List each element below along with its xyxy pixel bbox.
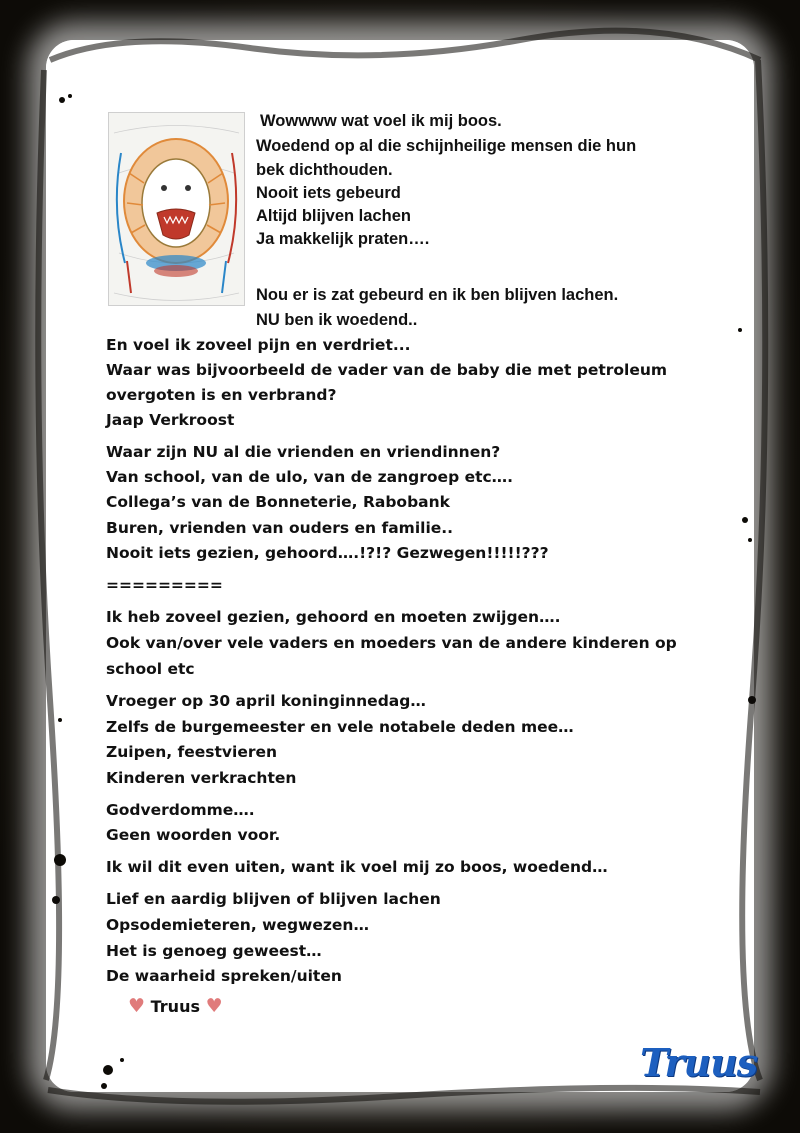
text-line: Woedend op al die schijnheilige mensen die hun — [256, 137, 637, 155]
text-line: Geen woorden voor. — [106, 826, 281, 844]
divider-line: ========= — [106, 576, 223, 594]
text-line: De waarheid spreken/uiten — [106, 967, 342, 985]
brand-signature: Truus — [640, 1040, 758, 1085]
text-line: Ik heb zoveel gezien, gehoord en moeten zwijgen…. — [106, 608, 561, 626]
text-line: Waar was bijvoorbeeld de vader van de baby die met petroleum — [106, 361, 668, 379]
text-line: school etc — [106, 660, 195, 678]
text-line: En voel ik zoveel pijn en verdriet... — [106, 336, 411, 354]
text-line: Ook van/over vele vaders en moeders van de andere kinderen op — [106, 634, 677, 652]
heart-icon: ♥ — [128, 995, 146, 1017]
text-line: Godverdomme…. — [106, 801, 255, 819]
text-line: NU ben ik woedend.. — [256, 311, 418, 329]
text-line: Ja makkelijk praten…. — [256, 230, 430, 248]
signature-name: Truus — [150, 997, 200, 1016]
text-line: overgoten is en verbrand? — [106, 386, 337, 404]
text-line: Wowwww wat voel ik mij boos. — [260, 112, 502, 130]
heart-icon: ♥ — [205, 995, 223, 1017]
text-line: Waar zijn NU al die vrienden en vriendinnen? — [106, 443, 501, 461]
text-line: Altijd blijven lachen — [256, 207, 411, 225]
text-line: Het is genoeg geweest… — [106, 942, 322, 960]
text-line: Buren, vrienden van ouders en familie.. — [106, 519, 454, 537]
text-line: Zuipen, feestvieren — [106, 743, 278, 761]
text-line: Nou er is zat gebeurd en ik ben blijven lachen. — [256, 286, 619, 304]
text-line: Zelfs de burgemeester en vele notabele deden mee… — [106, 718, 574, 736]
text-line: Nooit iets gezien, gehoord….!?!? Gezwegen!!!!!??? — [106, 544, 549, 562]
text-line: Jaap Verkroost — [106, 411, 235, 429]
text-line: Collega’s van de Bonneterie, Rabobank — [106, 493, 450, 511]
text-line: Nooit iets gebeurd — [256, 184, 401, 202]
text-line: bek dichthouden. — [256, 161, 393, 179]
text-line: Kinderen verkrachten — [106, 769, 297, 787]
signature — [128, 995, 223, 1017]
text-line: Van school, van de ulo, van de zangroep etc…. — [106, 468, 514, 486]
text-line: Vroeger op 30 april koninginnedag… — [106, 692, 426, 710]
text-line: Opsodemieteren, wegwezen… — [106, 916, 369, 934]
text-line: Ik wil dit even uiten, want ik voel mij zo boos, woedend… — [106, 858, 608, 876]
text-line: Lief en aardig blijven of blijven lachen — [106, 890, 441, 908]
